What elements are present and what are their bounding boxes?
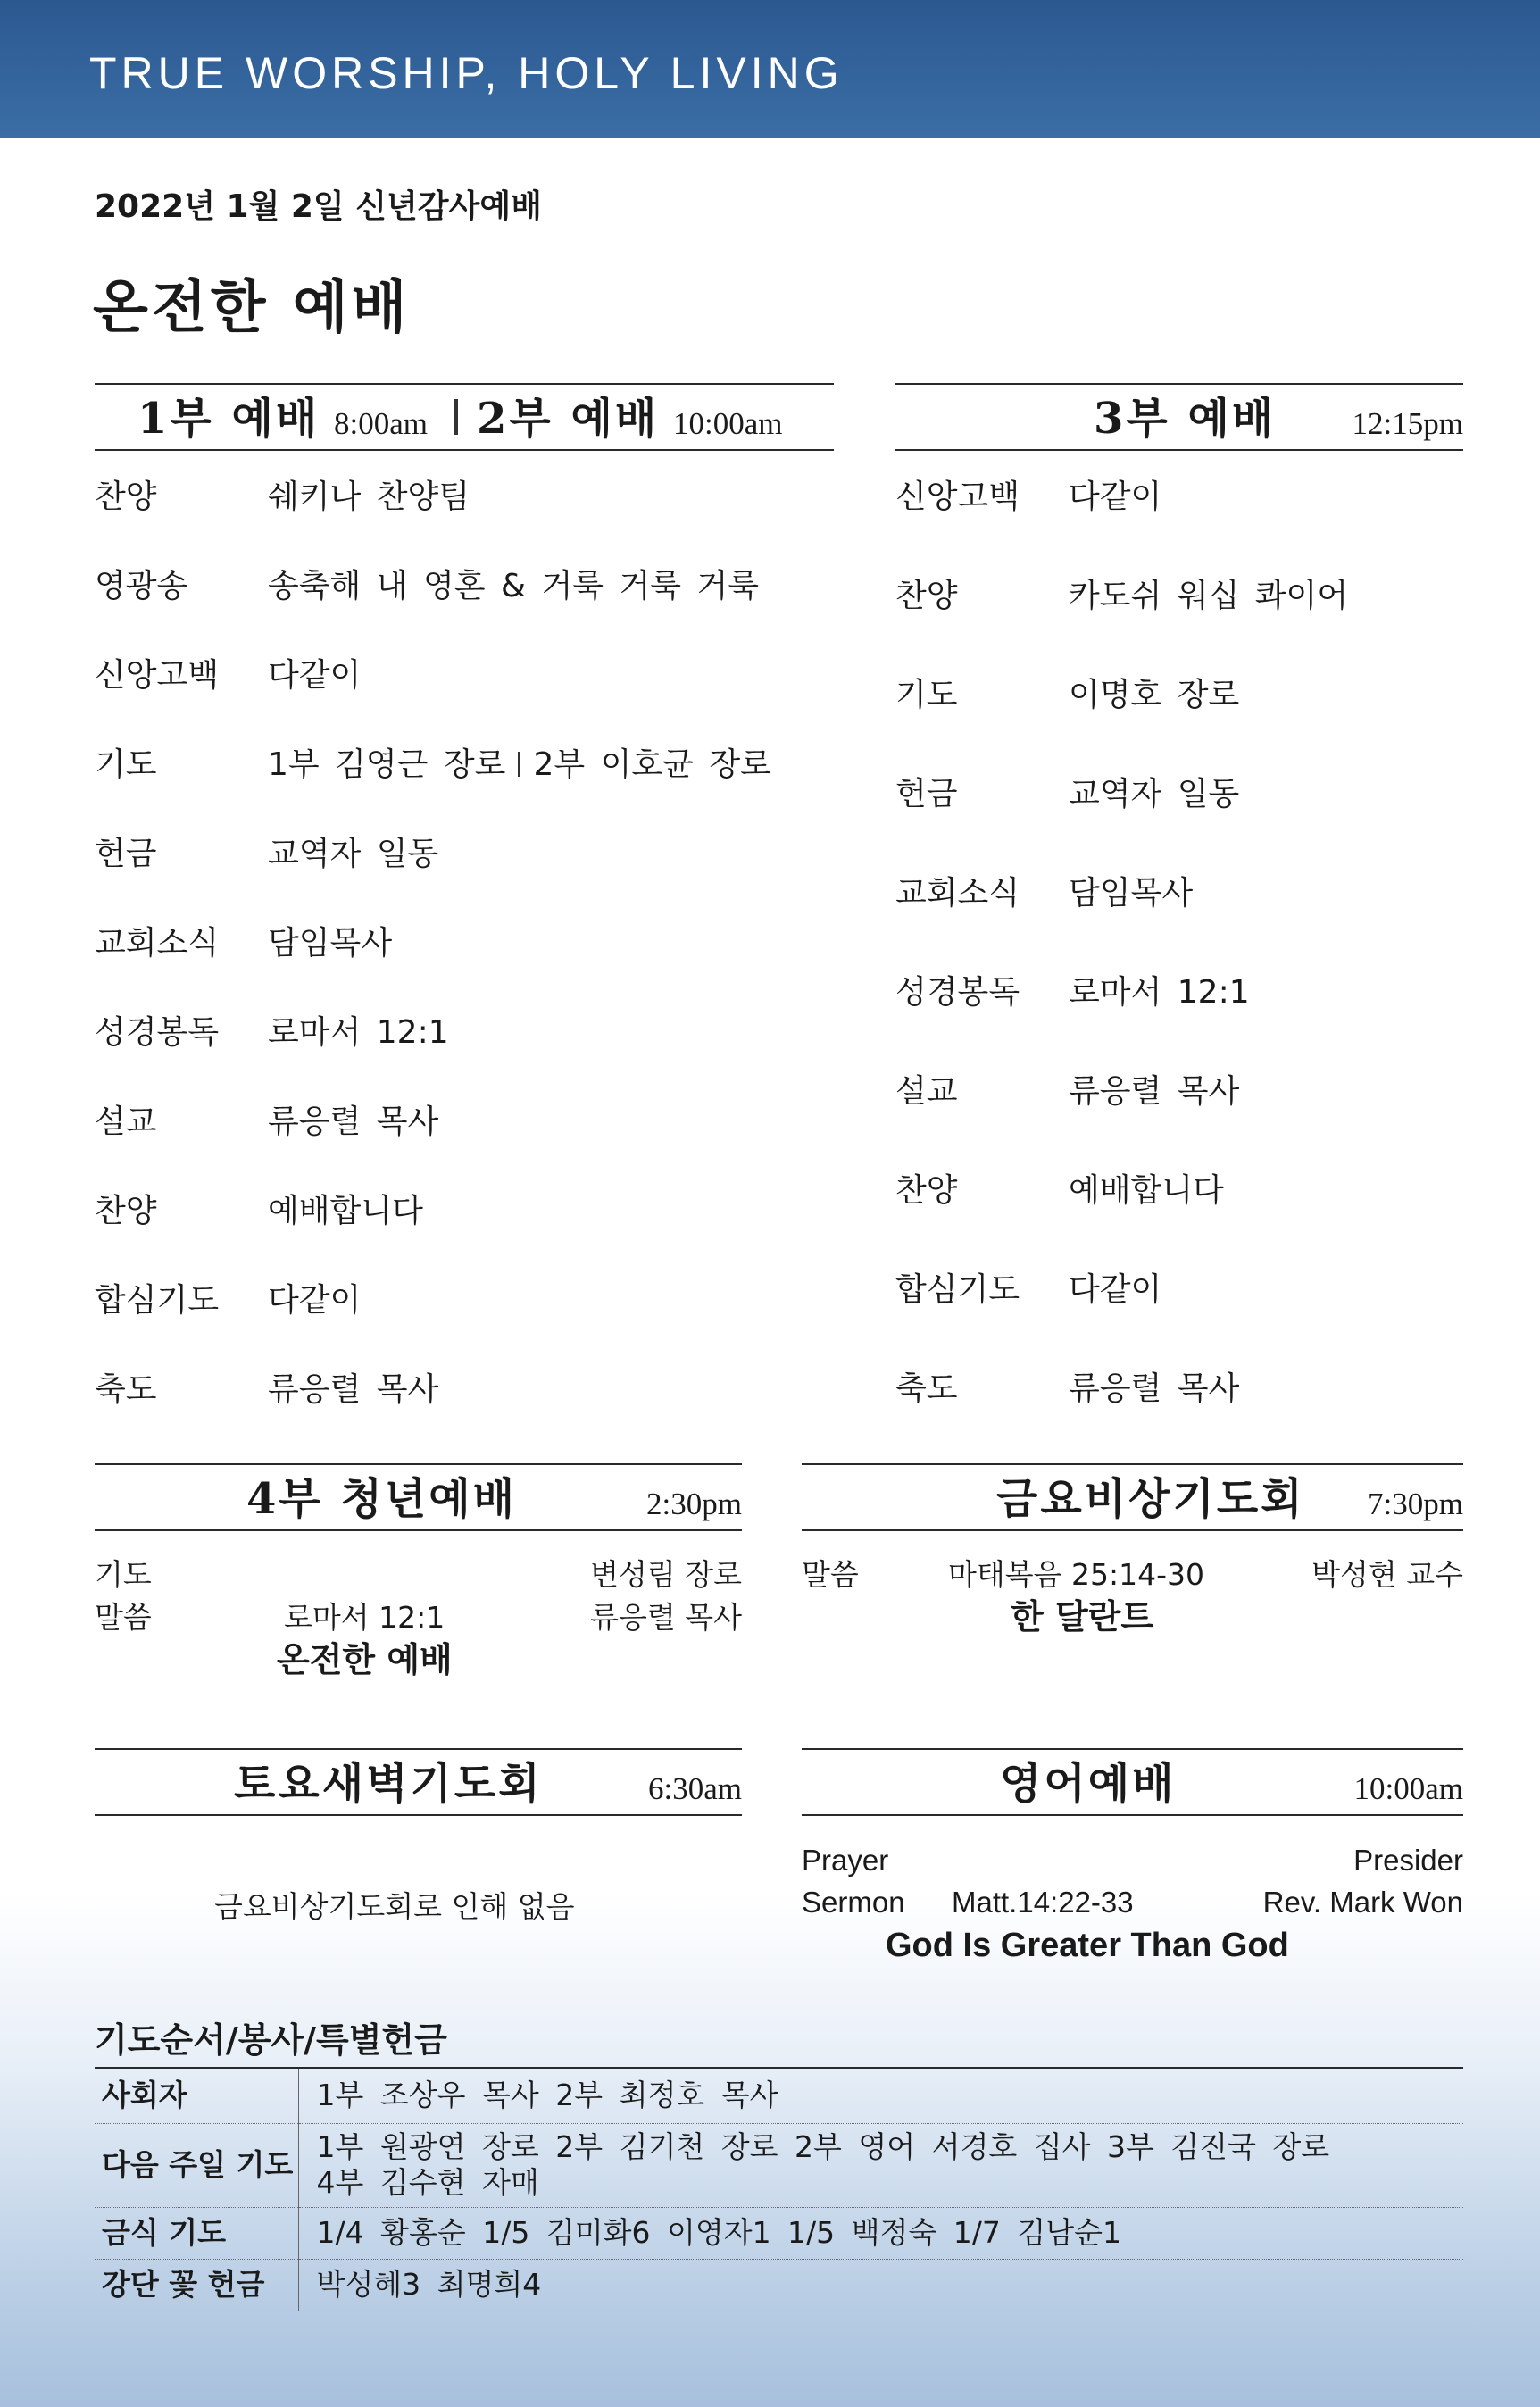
youth-word-label: 말씀 [95,1600,152,1635]
order-label: 합심기도 [95,1282,220,1319]
order-value: 다같이 [1069,479,1162,515]
service3-header [895,383,1463,451]
service-table [95,2067,1463,2311]
order-value: 류응렬 목사 [1069,1370,1240,1407]
order-value: 쉐키나 찬양팀 [268,479,470,515]
order-label: 설교 [95,1104,157,1140]
order-value: 류응렬 목사 [268,1104,439,1140]
prayer-service2: 2부 이호균 장로 [533,746,771,783]
order-value: 담임목사 [268,925,393,962]
service2-title: 2부 예배 [477,394,660,444]
order-value: 로마서 12:1 [1069,974,1250,1011]
youth-prayer-value: 변성림 장로 [590,1557,742,1592]
order-label: 찬양 [895,578,958,614]
table-row [95,2259,1463,2311]
english-sermon-title: God Is Greater Than God [886,1927,1289,1964]
service12-header [95,383,834,451]
english-sermon-text: Matt.14:22-33 [952,1886,1134,1919]
service-divider [454,399,458,435]
table-value-line: 4부 김수현 자매 [316,2165,539,2200]
youth-word-speaker: 류응렬 목사 [590,1600,742,1635]
order-value: 교역자 일동 [1069,776,1240,812]
youth-title: 4부 청년예배 [246,1474,517,1524]
table-value-line: 1부 원광연 장로 2부 김기천 장로 2부 영어 서경호 집사 3부 김진국 장로 [316,2129,1330,2164]
table-key: 사회자 [95,2068,298,2123]
main-title: 온전한 예배 [93,274,411,341]
table-row [95,2068,1463,2123]
english-title: 영어예배 [1000,1759,1177,1809]
order-label: 영광송 [95,568,188,604]
friday-word-text: 마태복음 25:14-30 [948,1557,1205,1592]
order-label: 교회소식 [95,925,220,962]
friday-title: 금요비상기도회 [996,1474,1305,1524]
table-value [298,2123,1463,2207]
service1-time: 8:00am [334,406,428,441]
english-time: 10:00am [1353,1771,1463,1806]
table-row [95,2123,1463,2207]
order-value: 다같이 [1069,1271,1162,1308]
order-value: 류응렬 목사 [268,1371,439,1408]
order-value: 담임목사 [1069,875,1194,912]
order-value: 교역자 일동 [268,836,439,872]
friday-sermon-title: 한 달란트 [1011,1597,1154,1637]
english-prayer-label: Prayer [802,1844,889,1877]
order-label: 기도 [95,746,157,783]
youth-word-text: 로마서 12:1 [284,1600,445,1635]
order-value: 이명호 장로 [1069,677,1240,713]
english-header [802,1748,1463,1816]
order-label: 신앙고백 [895,479,1020,515]
table-key: 금식 기도 [95,2207,298,2259]
date-line: 2022년 1월 2일 신년감사예배 [95,188,542,225]
friday-header [802,1463,1463,1531]
service3-title: 3부 예배 [1094,394,1277,444]
order-value: 카도쉬 워십 콰이어 [1069,578,1349,614]
order-label: 신앙고백 [95,657,220,694]
order-label: 축도 [95,1371,157,1408]
table-row [95,2207,1463,2259]
table-key: 강단 꽃 헌금 [95,2259,298,2311]
order-label: 찬양 [95,1193,157,1229]
order-value: 류응렬 목사 [1069,1073,1240,1110]
english-sermon-speaker: Rev. Mark Won [1262,1886,1463,1919]
order-value: 예배합니다 [1069,1172,1224,1209]
order-value: 송축해 내 영혼 & 거룩 거룩 거룩 [268,568,760,604]
order-label: 성경봉독 [895,974,1020,1011]
service2-time: 10:00am [673,406,783,441]
separator-mark [518,752,520,777]
order-label: 기도 [895,677,958,713]
order-label: 찬양 [895,1172,958,1209]
table-value: 1/4 황홍순 1/5 김미화6 이영자1 1/5 백정숙 1/7 김남순1 [316,2215,1122,2250]
table-value: 1부 조상우 목사 2부 최정호 목사 [316,2078,778,2113]
saturday-title: 토요새벽기도회 [234,1759,543,1809]
service1-title: 1부 예배 [137,394,320,444]
english-prayer-value: Presider [1353,1844,1463,1877]
order-value: 로마서 12:1 [268,1014,449,1051]
youth-prayer-label: 기도 [95,1557,152,1592]
order-label: 성경봉독 [95,1014,220,1051]
order-label: 찬양 [95,479,157,515]
prayer-service1: 1부 김영근 장로 [268,746,506,783]
order-label: 설교 [895,1073,958,1110]
table-key: 다음 주일 기도 [95,2123,298,2207]
saturday-time: 6:30am [648,1771,742,1806]
order-value: 예배합니다 [268,1193,423,1229]
youth-header [95,1463,742,1531]
youth-time: 2:30pm [646,1487,742,1521]
order-value: 다같이 [268,1282,362,1319]
order-label: 헌금 [95,836,157,872]
order-label: 합심기도 [895,1271,1020,1308]
header-band [0,0,1540,138]
header-title: TRUE WORSHIP, HOLY LIVING [89,48,844,98]
friday-time: 7:30pm [1368,1487,1463,1521]
order-label: 축도 [895,1370,958,1407]
order-value [268,745,771,785]
friday-word-label: 말씀 [802,1557,859,1592]
order-value: 다같이 [268,657,362,694]
friday-word-speaker: 박성현 교수 [1311,1557,1463,1592]
saturday-header [95,1748,742,1816]
order-label: 교회소식 [895,875,1020,912]
service3-time: 12:15pm [1352,406,1463,441]
saturday-note: 금요비상기도회로 인해 없음 [214,1889,575,1924]
table-value: 박성혜3 최명희4 [316,2267,542,2303]
order-label: 헌금 [895,776,958,812]
youth-sermon-title: 온전한 예배 [277,1640,453,1679]
english-sermon-label: Sermon [802,1886,905,1919]
bottom-title: 기도순서/봉사/특별헌금 [95,2020,447,2060]
